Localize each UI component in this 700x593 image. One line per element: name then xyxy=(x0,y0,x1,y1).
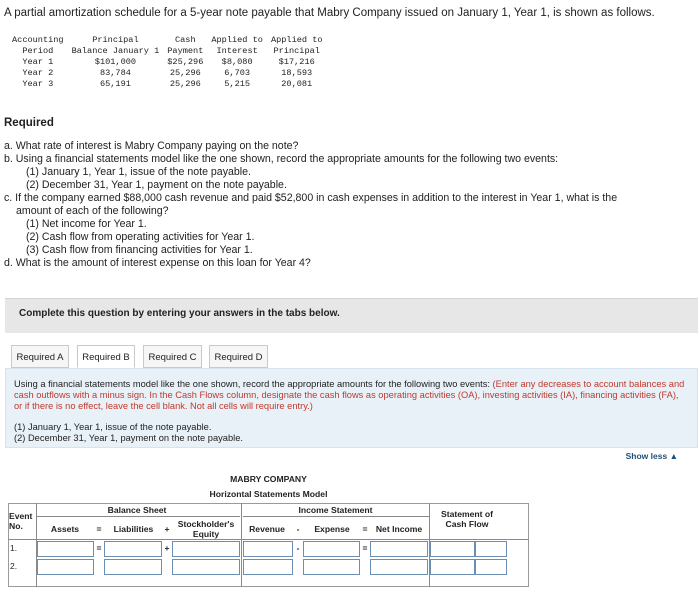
schedule-cell: 5,215 xyxy=(224,79,251,89)
required-heading: Required xyxy=(4,117,54,129)
income-statement-header: Income Statement xyxy=(298,505,373,515)
panel-event-2: (2) December 31, Year 1, payment on the note payable. xyxy=(14,433,243,443)
schedule-cell: 25,296 xyxy=(169,68,201,78)
event-no-header: Event No. xyxy=(9,511,33,531)
panel-instruction-note: (Enter any decreases to account balances and cash outflows with a minus sign. In the Cash Flows column, designate the cash flows as operating activities (OA), investing activities (IA), financing activities (FA), or if there is no effect, leave the cell blank. Not all cells will require entry.) xyxy=(14,379,685,411)
equity-header: Stockholder's Equity xyxy=(177,519,235,539)
op-plus: + xyxy=(164,524,170,534)
schedule-header: Applied to xyxy=(211,35,263,45)
equity-input[interactable] xyxy=(172,559,240,575)
net-income-input[interactable] xyxy=(370,541,428,557)
op-minus: - xyxy=(296,543,300,553)
tab-required-a[interactable]: Required A xyxy=(11,345,69,368)
schedule-cell: Year 3 xyxy=(22,79,54,89)
column-divider xyxy=(429,503,430,587)
schedule-header: Payment xyxy=(167,46,204,56)
schedule-cell: Year 1 xyxy=(22,57,54,67)
question-b: b. Using a financial statements model like the one shown, record the appropriate amounts for the following two events: xyxy=(4,153,559,165)
divider xyxy=(37,516,240,517)
schedule-cell: 6,703 xyxy=(224,68,251,78)
schedule-header: Interest xyxy=(216,46,258,56)
schedule-header: Principal xyxy=(273,46,320,56)
liabilities-input[interactable] xyxy=(104,541,162,557)
schedule-row xyxy=(8,79,327,90)
show-less-label: Show less xyxy=(625,451,668,461)
question-d: d. What is the amount of interest expense on this loan for Year 4? xyxy=(4,257,311,269)
schedule-cell: 83,784 xyxy=(99,68,131,78)
schedule-header: Applied to xyxy=(270,35,323,45)
op-minus: - xyxy=(296,524,300,534)
cash-flow-amount-input[interactable] xyxy=(430,559,475,575)
assets-input[interactable] xyxy=(37,541,94,557)
net-income-header: Net Income xyxy=(375,524,423,534)
expense-input[interactable] xyxy=(303,559,360,575)
problem-intro: A partial amortization schedule for a 5-year note payable that Mabry Company issued on January 1, Year 1, is shown as follows. xyxy=(4,7,655,19)
banner-text: Complete this question by entering your answers in the tabs below. xyxy=(19,308,340,319)
model-company: MABRY COMPANY xyxy=(230,474,307,484)
question-b-2: (2) December 31, Year 1, payment on the note payable. xyxy=(26,179,287,191)
row-label: 2. xyxy=(10,561,18,571)
tab-required-d[interactable]: Required D xyxy=(209,345,268,368)
question-c: c. If the company earned $88,000 cash revenue and paid $52,800 in cash expenses in addition to the interest in Year 1, what is the xyxy=(4,192,618,204)
question-c-1: (1) Net income for Year 1. xyxy=(26,218,147,230)
revenue-header: Revenue xyxy=(249,524,285,534)
schedule-header: Principal xyxy=(92,35,139,45)
tab-required-c[interactable]: Required C xyxy=(143,345,202,368)
amortization-schedule xyxy=(8,35,327,90)
schedule-cell: $101,000 xyxy=(94,57,137,67)
schedule-row xyxy=(8,68,327,79)
op-equals: = xyxy=(362,524,368,534)
divider xyxy=(8,539,529,540)
schedule-cell: Year 2 xyxy=(22,68,54,78)
schedule-header: Balance January 1 xyxy=(71,46,160,56)
column-divider xyxy=(241,503,242,587)
expense-input[interactable] xyxy=(303,541,360,557)
schedule-header: Accounting xyxy=(12,35,64,45)
assets-header: Assets xyxy=(50,524,80,534)
question-c-cont: amount of each of the following? xyxy=(16,205,169,217)
question-c-3: (3) Cash flow from financing activities for Year 1. xyxy=(26,244,253,256)
schedule-cell: 25,296 xyxy=(169,79,201,89)
net-income-input[interactable] xyxy=(370,559,428,575)
model-title: Horizontal Statements Model xyxy=(209,489,328,499)
revenue-input[interactable] xyxy=(243,559,293,575)
question-b-1: (1) January 1, Year 1, issue of the note payable. xyxy=(26,166,251,178)
op-equals: = xyxy=(96,524,102,534)
panel-event-1: (1) January 1, Year 1, issue of the note payable. xyxy=(14,422,212,432)
schedule-header: Cash xyxy=(174,35,196,45)
liabilities-header: Liabilities xyxy=(113,524,154,534)
op-equals: = xyxy=(96,543,102,553)
schedule-cell: $25,296 xyxy=(167,57,204,67)
cash-flow-type-input[interactable] xyxy=(475,559,507,575)
panel-instruction-text: Using a financial statements model like the one shown, record the appropriate amounts for the following two events: xyxy=(14,379,490,389)
schedule-header: Period xyxy=(22,46,54,56)
instruction-banner xyxy=(5,298,698,333)
schedule-row xyxy=(8,57,327,68)
cash-flow-amount-input[interactable] xyxy=(430,541,475,557)
assets-input[interactable] xyxy=(37,559,94,575)
schedule-cell: $8,080 xyxy=(221,57,253,67)
triangle-up-icon: ▲ xyxy=(669,451,678,461)
schedule-cell: 65,191 xyxy=(99,79,131,89)
question-c-2: (2) Cash flow from operating activities for Year 1. xyxy=(26,231,255,243)
panel-instruction xyxy=(14,379,686,412)
revenue-input[interactable] xyxy=(243,541,293,557)
op-plus: + xyxy=(164,543,170,553)
instruction-panel xyxy=(5,368,698,448)
divider xyxy=(243,516,429,517)
schedule-header-row-1 xyxy=(8,35,327,46)
cash-flow-type-input[interactable] xyxy=(475,541,507,557)
expense-header: Expense xyxy=(314,524,350,534)
show-less-link[interactable] xyxy=(626,451,678,461)
tab-required-b[interactable]: Required B xyxy=(77,345,135,368)
statement-cf-header: Statement of Cash Flow xyxy=(440,509,494,529)
equity-input[interactable] xyxy=(172,541,240,557)
schedule-cell: 18,593 xyxy=(281,68,313,78)
row-label: 1. xyxy=(10,543,18,553)
question-a: a. What rate of interest is Mabry Company paying on the note? xyxy=(4,140,299,152)
schedule-cell: 20,081 xyxy=(281,79,313,89)
liabilities-input[interactable] xyxy=(104,559,162,575)
schedule-header-row-2 xyxy=(8,46,327,57)
balance-sheet-header: Balance Sheet xyxy=(107,505,167,515)
schedule-cell: $17,216 xyxy=(278,57,315,67)
op-equals: = xyxy=(362,543,368,553)
column-divider xyxy=(36,503,37,587)
